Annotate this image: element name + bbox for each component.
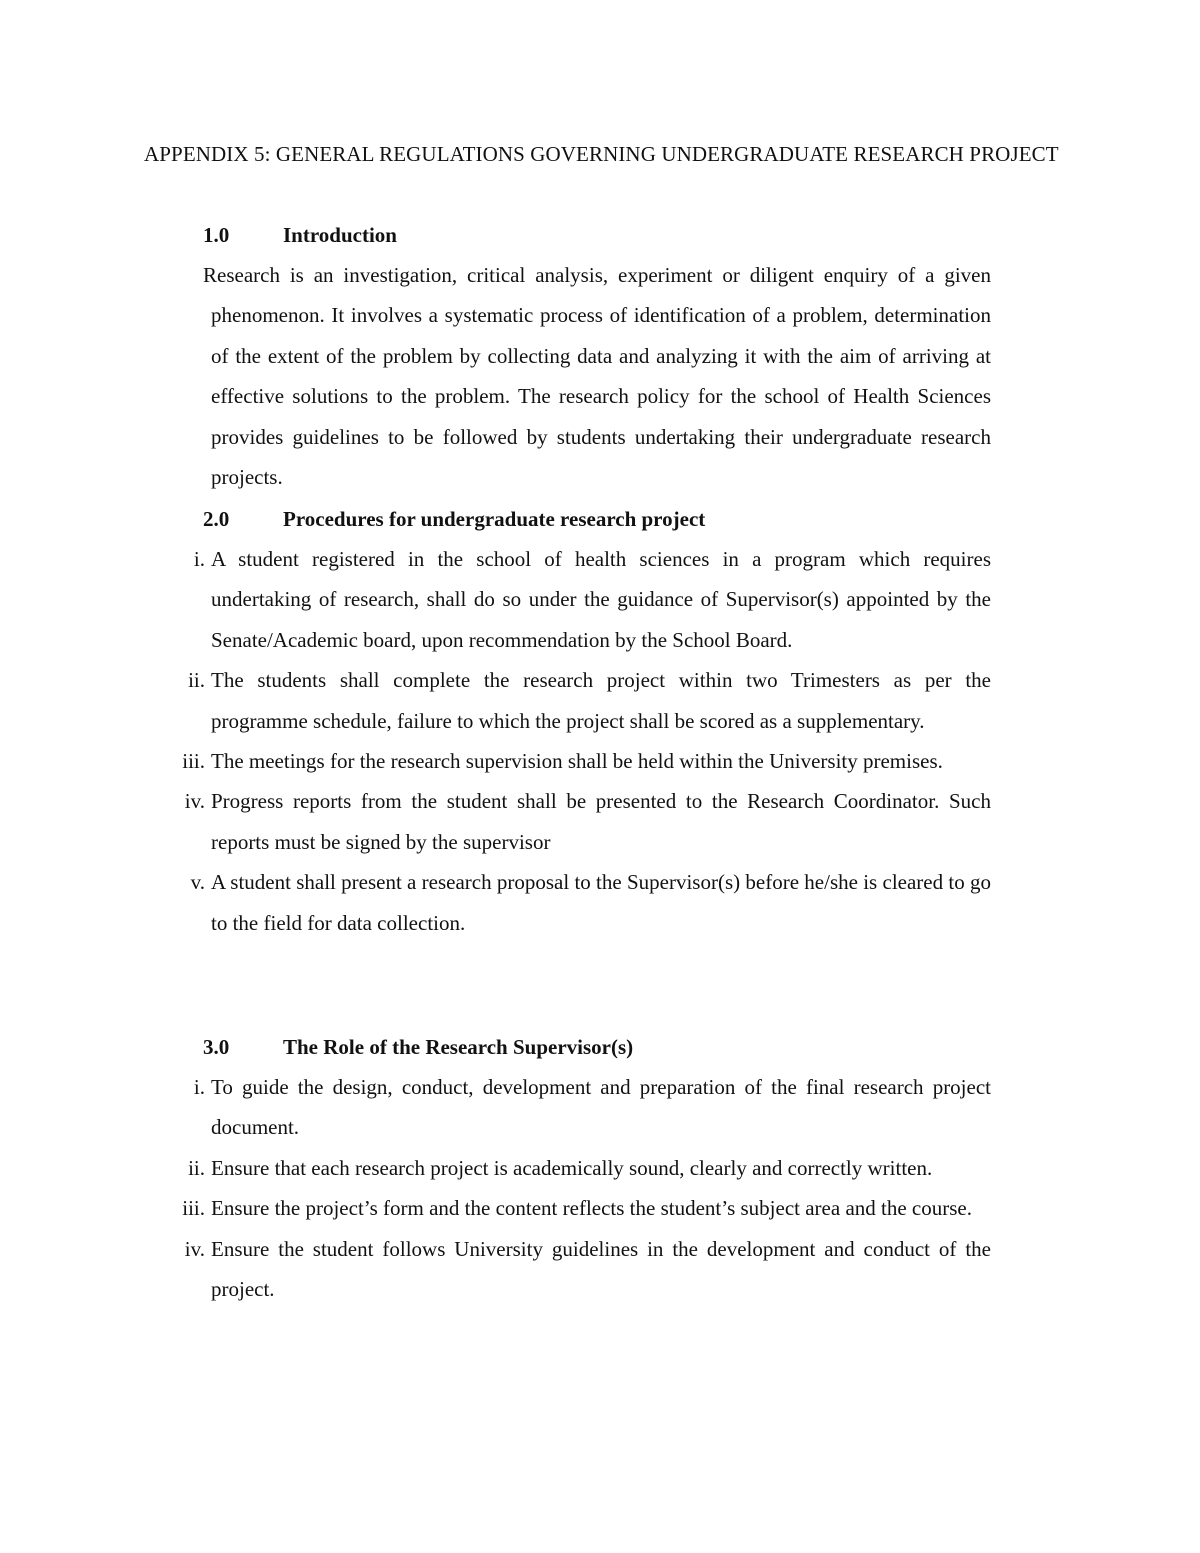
list-item xyxy=(150,741,991,781)
list-marker: i. xyxy=(193,547,205,571)
list-item-text: A student shall present a research proposal to the Supervisor(s) before he/she is cleared to go to the field for data collection. xyxy=(211,870,991,935)
list-marker: ii. xyxy=(188,1155,205,1180)
introduction-text: Research is an investigation, critical analysis, experiment or diligent enquiry of a given phenomenon. It involves a systematic process of identification of a problem, determination of the extent of the problem by collecting data and analyzing it with the aim of arriving at effective solutions to the problem. The research policy for the school of Health Sciences provides guidelines to be followed by students undertaking their undergraduate research projects. xyxy=(203,263,991,490)
list-item-text: Ensure that each research project is academically sound, clearly and correctly written. xyxy=(211,1155,933,1180)
introduction-paragraph xyxy=(203,255,991,497)
list-item xyxy=(150,1229,991,1310)
list-item xyxy=(150,660,991,741)
list-marker: i. xyxy=(193,1075,205,1099)
section-title: The Role of the Research Supervisor(s) xyxy=(283,1035,634,1059)
list-item-text: To guide the design, conduct, development and preparation of the final research project document. xyxy=(211,1075,991,1140)
list-item xyxy=(150,1148,991,1188)
list-item-text: A student registered in the school of health sciences in a program which requires undertaking of research, shall do so under the guidance of Supervisor(s) appointed by the Senate/Academic board, upon recommendation by the School Board. xyxy=(211,547,991,652)
list-item xyxy=(150,781,991,862)
list-item xyxy=(150,862,991,943)
list-item-text: Ensure the student follows University guidelines in the development and conduct of the project. xyxy=(211,1236,991,1302)
section-heading-procedures xyxy=(203,499,705,539)
list-marker: iv. xyxy=(184,1236,205,1261)
procedures-list xyxy=(150,539,991,943)
section-number: 3.0 xyxy=(203,1035,230,1059)
list-item-text: Ensure the project’s form and the content reflects the student’s subject area and the course. xyxy=(211,1196,972,1221)
list-marker: v. xyxy=(190,870,205,895)
list-marker: iii. xyxy=(182,1196,205,1221)
document-title: APPENDIX 5: GENERAL REGULATIONS GOVERNING UNDERGRADUATE RESEARCH PROJECT xyxy=(144,142,1059,166)
list-item xyxy=(150,539,991,660)
list-marker: iv. xyxy=(184,789,205,814)
section-number: 2.0 xyxy=(203,507,230,531)
list-marker: ii. xyxy=(188,668,205,693)
supervisor-role-list xyxy=(150,1067,991,1309)
section-heading-supervisor-role xyxy=(203,1027,633,1067)
section-title: Introduction xyxy=(283,223,397,247)
list-marker: iii. xyxy=(182,749,205,774)
section-number: 1.0 xyxy=(203,223,230,247)
list-item xyxy=(150,1067,991,1148)
section-heading-introduction xyxy=(203,215,397,255)
list-item-text: The students shall complete the research project within two Trimesters as per the programme schedule, failure to which the project shall be scored as a supplementary. xyxy=(211,668,991,733)
list-item-text: Progress reports from the student shall be presented to the Research Coordinator. Such reports must be signed by the supervisor xyxy=(211,789,991,854)
section-title: Procedures for undergraduate research project xyxy=(283,507,706,531)
list-item-text: The meetings for the research supervision shall be held within the University premises. xyxy=(211,749,943,774)
list-item xyxy=(150,1188,991,1228)
